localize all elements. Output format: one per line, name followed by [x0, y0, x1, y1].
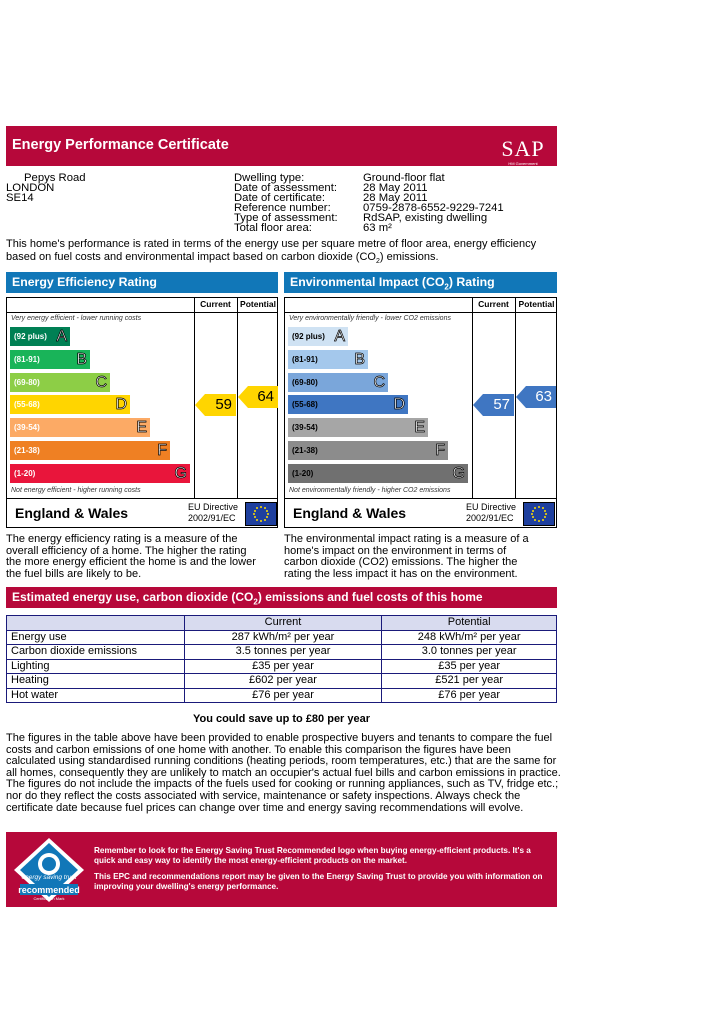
dwelling-value: 28 May 2011 [363, 192, 428, 204]
efficiency-band-letter: B [76, 350, 87, 368]
efficiency-current-rating-value: 59 [215, 396, 232, 414]
efficiency-potential-header: Potential [240, 299, 276, 309]
dwelling-values [363, 173, 504, 233]
environment-band-letter: D [393, 396, 405, 414]
dwelling-value: 0759-2878-6552-9229-7241 [363, 202, 504, 214]
sap-logo: SAP HM Government [501, 136, 545, 166]
efficiency-band-d [10, 395, 130, 414]
property-address [6, 173, 86, 203]
efficiency-current-header: Current [200, 299, 231, 309]
efficiency-bottom-note: Not energy efficient - higher running costs [11, 487, 141, 494]
table-row: Carbon dioxide emissions 3.5 tonnes per year 3.0 tonnes per year [7, 645, 557, 660]
table-row: Hot water £76 per year £76 per year [7, 688, 557, 703]
explanation-paragraph: The figures in the table above have been provided to enable prospective buyers and tenants to compare the fuel costs and carbon emissions of one home with another. To enable this comparison the figures have been calculated using standardised running conditions (heating periods, room temperatures, etc.) that are the same for all homes, consequently they are unlikely to match an occupier's actual fuel bills and carbon emissions in practice. The figures do not include the impacts of the fuels used for cooking or running appliances, such as TV, fridge etc.; nor do they reflect the costs associated with service, maintenance or safety inspections. Always check the certificate date because fuel prices can change over time and energy saving recommendations will evolve. [6, 732, 561, 814]
efficiency-current-rating-arrow [195, 394, 236, 416]
dwelling-value: Ground-floor flat [363, 172, 445, 184]
environment-band-g [288, 464, 468, 483]
environment-band-letter: A [334, 328, 345, 345]
environment-current-header: Current [478, 299, 509, 309]
environment-band-range: (81-91) [292, 354, 318, 364]
dwelling-label: Type of assessment: [234, 212, 338, 224]
dwelling-label: Date of assessment: [234, 182, 337, 194]
environment-current-rating-value: 57 [493, 396, 510, 414]
environment-band-a [288, 327, 348, 346]
efficiency-top-note: Very energy efficient - lower running costs [11, 315, 142, 322]
dwelling-labels [234, 173, 338, 233]
efficiency-band-g [10, 464, 190, 483]
efficiency-band-range: (39-54) [14, 423, 40, 433]
efficiency-chart [6, 297, 278, 528]
efficiency-band-letter: D [115, 396, 127, 414]
environment-chart [284, 297, 557, 528]
environment-band-letter: B [354, 350, 365, 368]
environment-potential-rating-arrow [516, 386, 556, 408]
address-line: SE14 [6, 192, 34, 204]
address-line: Pepys Road [24, 172, 86, 184]
environment-band-range: (21-38) [292, 446, 318, 455]
efficiency-band-range: (92 plus) [14, 332, 47, 341]
efficiency-band-letter: A [56, 328, 67, 345]
dwelling-value: RdSAP, existing dwelling [363, 212, 488, 224]
table-header-row: Current Potential [7, 616, 557, 631]
intro-text: This home's performance is rated in terms of the energy use per square metre of floor area, energy efficiency based on fuel costs and environmental impact based on carbon dioxide $(CO_2)$ emissions. [6, 238, 537, 265]
environment-band-b [288, 350, 368, 369]
dwelling-value: 28 May 2011 [363, 182, 428, 194]
efficiency-band-letter: E [136, 419, 147, 437]
efficiency-band-range: (1-20) [14, 468, 36, 478]
efficiency-band-b [10, 350, 90, 369]
environment-band-letter: E [414, 419, 425, 437]
efficiency-panel-title: Energy Efficiency Rating [6, 272, 278, 293]
efficiency-band-range: (21-38) [14, 446, 40, 455]
efficiency-band-f [10, 441, 170, 460]
table-row: Energy use 287 kWh/m² per year 248 kWh/m² per year [7, 630, 557, 645]
estimated-costs-title: Estimated energy use, carbon dioxide $(CO_2)$ emissions and fuel costs of this home [6, 587, 557, 608]
table-row: Heating £602 per year £521 per year [7, 674, 557, 689]
environment-band-d [288, 395, 408, 414]
certificate-title: Energy Performance Certificate [12, 137, 229, 153]
certificate-header [6, 126, 557, 166]
eu-flag-icon [523, 502, 555, 526]
environment-top-note: Very environmentally friendly - lower CO2 emissions [289, 315, 451, 322]
efficiency-band-range: (81-91) [14, 354, 40, 364]
efficiency-band-e [10, 418, 150, 437]
dwelling-label: Total floor area: [234, 222, 312, 234]
efficiency-band-letter: F [157, 442, 167, 459]
table-row: Lighting £35 per year £35 per year [7, 659, 557, 674]
environment-band-e [288, 418, 428, 437]
environment-panel-title: Environmental Impact $(CO_2)$ Rating [284, 272, 557, 293]
environment-band-letter: C [373, 373, 385, 391]
efficiency-potential-rating-value: 64 [257, 388, 274, 406]
dwelling-label: Reference number: [234, 202, 331, 214]
efficiency-band-c [10, 373, 110, 392]
efficiency-directive: EU Directive 2002/91/EC [188, 502, 239, 523]
environment-band-f [288, 441, 448, 460]
environment-current-rating-arrow [473, 394, 514, 416]
energy-saving-trust-logo: energy saving trust recommended Certification Mark [12, 836, 86, 904]
efficiency-description: The energy efficiency rating is a measure of the overall efficiency of a home. The higher the rating the more energy efficient the home is and the lower the fuel bills are likely to be. [6, 533, 256, 580]
efficiency-region: England & Wales [15, 505, 129, 521]
environment-potential-header: Potential [518, 299, 555, 309]
trust-report-text: This EPC and recommendations report may be given to the Energy Saving Trust to provide you with information on improving your dwelling's energy performance. [94, 872, 543, 891]
eu-flag-icon [245, 502, 277, 526]
savings-text: You could save up to £80 per year [192, 713, 371, 725]
environment-description: The environmental impact rating is a measure of a home's impact on the environment in terms of carbon dioxide (CO2) emissions. The higher the rating the less impact it has on the environment. [284, 533, 529, 580]
efficiency-band-letter: G [174, 464, 187, 482]
efficiency-band-a [10, 327, 70, 346]
address-line: LONDON [6, 182, 55, 194]
efficiency-band-range: (55-68) [14, 400, 40, 410]
environment-potential-rating-value: 63 [535, 388, 552, 406]
energy-saving-trust-box [6, 832, 557, 907]
dwelling-value: 63 m² [363, 222, 392, 234]
dwelling-label: Date of certificate: [234, 192, 326, 204]
dwelling-label: Dwelling type: [234, 172, 305, 184]
environment-region: England & Wales [293, 505, 407, 521]
environment-band-range: (69-80) [292, 377, 318, 387]
trust-recommend-text: Remember to look for the Energy Saving Trust Recommended logo when buying energy-efficient products. It's a quick and easy way to identify the most energy-efficient products on the market. [94, 846, 531, 865]
efficiency-band-letter: C [95, 373, 107, 391]
environment-band-letter: F [435, 442, 445, 459]
environment-band-c [288, 373, 388, 392]
efficiency-potential-rating-arrow [238, 386, 278, 408]
environment-band-range: (39-54) [292, 423, 318, 433]
environment-band-range: (1-20) [292, 468, 314, 478]
estimated-costs-table [6, 615, 557, 703]
environment-band-range: (92 plus) [292, 332, 325, 341]
environment-bottom-note: Not environmentally friendly - higher CO2 emissions [289, 487, 451, 494]
environment-directive: EU Directive 2002/91/EC [466, 502, 517, 523]
efficiency-band-range: (69-80) [14, 377, 40, 387]
environment-band-range: (55-68) [292, 400, 318, 410]
environment-band-letter: G [452, 464, 465, 482]
